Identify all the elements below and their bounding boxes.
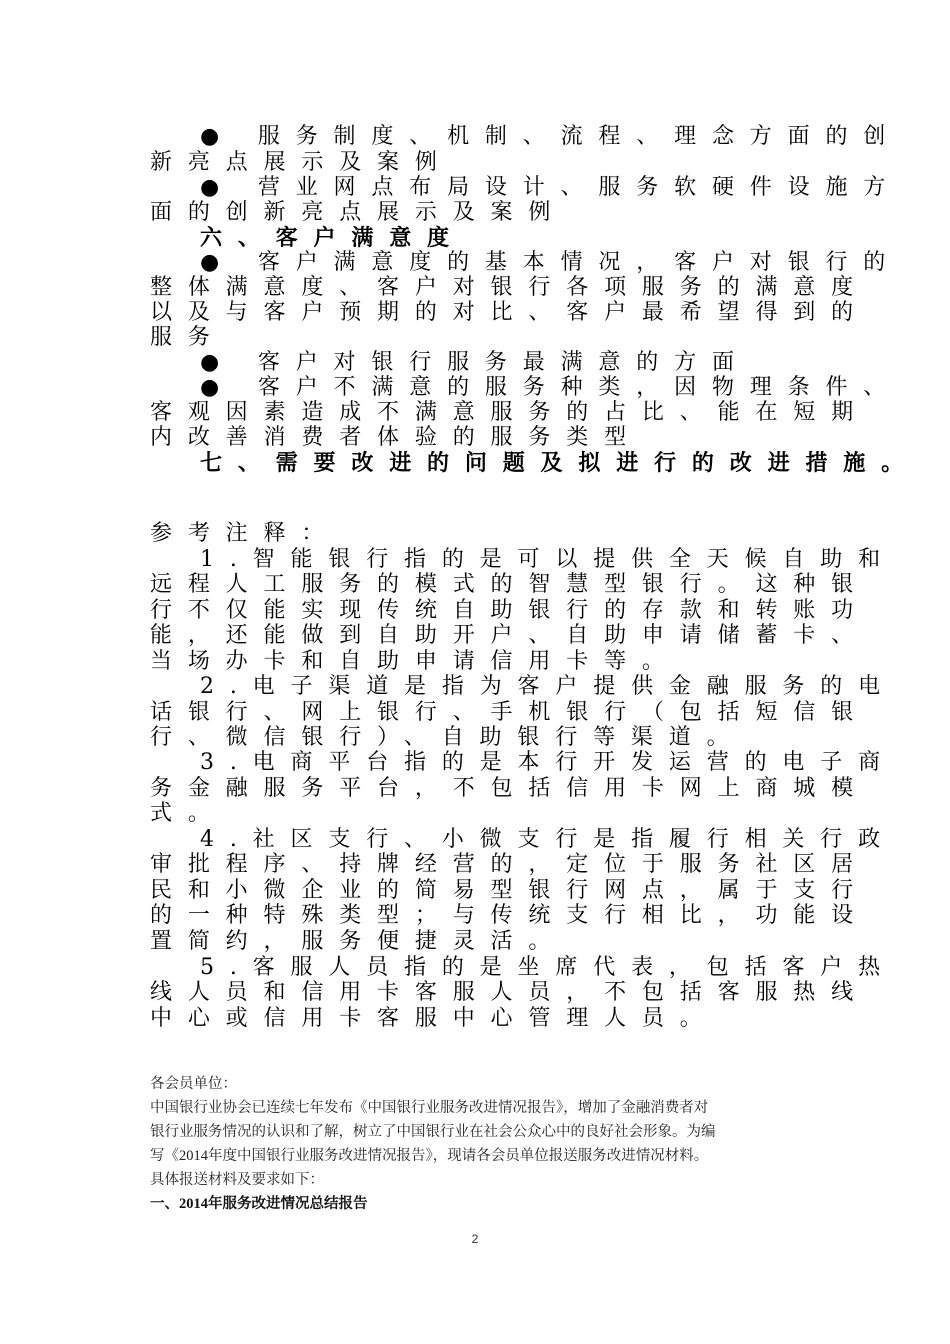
footer-salutation: 各会员单位： xyxy=(150,1076,237,1092)
bullet-most-satisfied: ● 客户对银行服务最满意的方面 xyxy=(200,350,750,375)
bullet-unsatisfied-line2: 客观因素造成不满意服务的占比、能在短期 xyxy=(150,400,869,425)
note-4-line3: 民和小微企业的简易型银行网点，属于支行 xyxy=(150,878,869,903)
bullet-satisfaction-basic-line2: 整体满意度、客户对银行各项服务的满意度 xyxy=(150,275,869,300)
footer-paragraph-line3: 写《2014年度中国银行业服务改进情况报告》，现请各会员单位报送服务改进情况材料。 xyxy=(150,1148,709,1164)
footer-paragraph-line1: 中国银行业协会已连续七年发布《中国银行业服务改进情况报告》，增加了金融消费者对 xyxy=(150,1100,709,1116)
note-4-line4: 的一种特殊类型；与传统支行相比，功能设 xyxy=(150,903,869,928)
note-4-line5: 置简约，服务便捷灵活。 xyxy=(150,929,567,954)
note-4-line2: 审批程序、持牌经营的，定位于服务社区居 xyxy=(150,852,869,877)
bullet-satisfaction-basic-line1: ● 客户满意度的基本情况，客户对银行的 xyxy=(200,250,902,275)
note-4-line1: 4.社区支行、小微支行是指履行相关行政 xyxy=(200,827,896,852)
bullet-unsatisfied-line3: 内改善消费者体验的服务类型 xyxy=(150,425,642,450)
note-5-line2: 线人员和信用卡客服人员，不包括客服热线 xyxy=(150,980,869,1005)
bullet-unsatisfied-line1: ● 客户不满意的服务种类，因物理条件、 xyxy=(200,375,902,400)
note-3-line1: 3.电商平台指的是本行开发运营的电子商 xyxy=(200,750,896,775)
note-3-line3: 式。 xyxy=(150,801,226,826)
footer-notice-block xyxy=(150,1072,800,1216)
section-heading-improvements: 七、需要改进的问题及拟进行的改进措施。 xyxy=(200,450,919,476)
note-2-line2: 话银行、网上银行、手机银行（包括短信银 xyxy=(150,700,869,725)
note-2-line3: 行、微信银行）、自助银行等渠道。 xyxy=(150,725,745,750)
bullet-satisfaction-basic-line3: 以及与客户预期的对比、客户最希望得到的 xyxy=(150,300,869,325)
note-1-line3: 行不仅能实现传统自助银行的存款和转账功 xyxy=(150,598,869,623)
note-1-line2: 远程人工服务的模式的智慧型银行。这种银 xyxy=(150,572,869,597)
note-5-line1: 5.客服人员指的是坐席代表，包括客户热 xyxy=(200,955,896,980)
note-1-line5: 当场办卡和自助申请信用卡等。 xyxy=(150,649,680,674)
bullet-innovation-mechanism-line2: 新亮点展示及案例 xyxy=(150,150,453,175)
footer-section-heading: 一、2014年服务改进情况总结报告 xyxy=(150,1196,368,1212)
footer-paragraph-line4: 具体报送材料及要求如下： xyxy=(150,1172,324,1188)
footer-paragraph-line2: 银行业服务情况的认识和了解，树立了中国银行业在社会公众心中的良好社会形象。为编 xyxy=(150,1124,716,1140)
bullet-branch-layout-line2: 面的创新亮点展示及案例 xyxy=(150,200,567,225)
notes-title: 参考注释： xyxy=(150,521,340,546)
note-2-line1: 2.电子渠道是指为客户提供金融服务的电 xyxy=(200,674,896,699)
section-heading-satisfaction: 六、客户满意度 xyxy=(200,225,465,251)
bullet-branch-layout-line1: ● 营业网点布局设计、服务软硬件设施方 xyxy=(200,175,902,200)
bullet-satisfaction-basic-line4: 服务 xyxy=(150,325,226,350)
note-1-line1: 1.智能银行指的是可以提供全天候自助和 xyxy=(200,547,896,572)
page-number: 2 xyxy=(471,1232,479,1246)
bullet-innovation-mechanism-line1: ● 服务制度、机制、流程、理念方面的创 xyxy=(200,124,902,149)
note-5-line3: 中心或信用卡客服中心管理人员。 xyxy=(150,1006,718,1031)
note-3-line2: 务金融服务平台，不包括信用卡网上商城模 xyxy=(150,776,869,801)
note-1-line4: 能，还能做到自助开户、自助申请储蓄卡、 xyxy=(150,623,869,648)
